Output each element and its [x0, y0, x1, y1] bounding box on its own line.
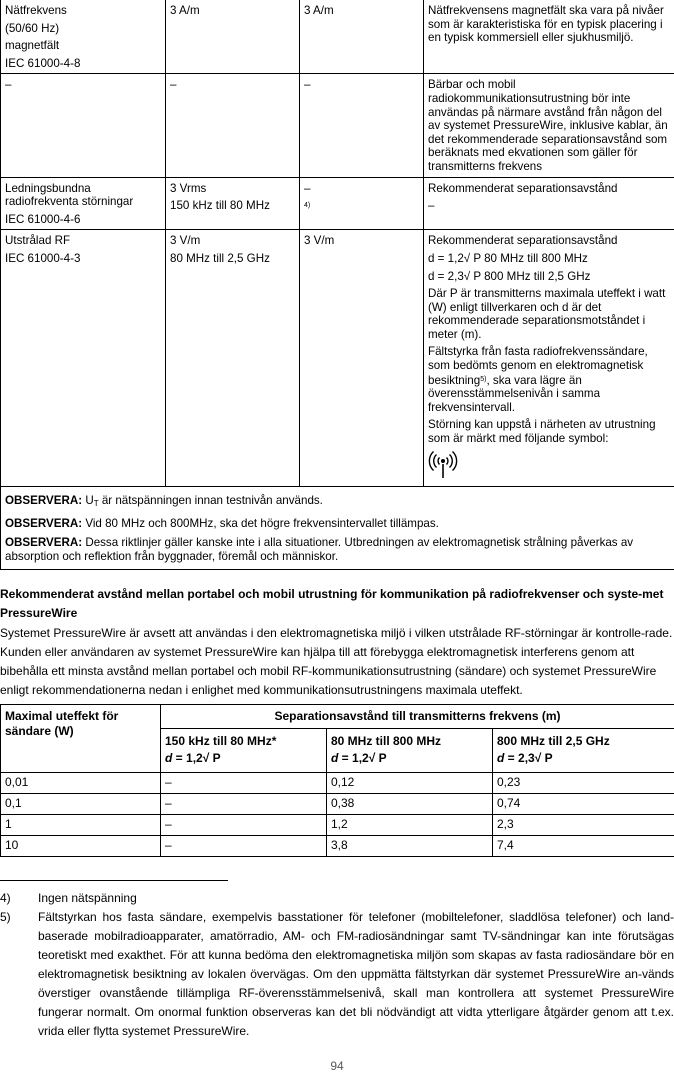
cell-dash: – [1, 74, 166, 177]
cell-compliance: – $^{4)}$ [300, 177, 424, 230]
table-row: 1 – 1,2 2,3 [1, 815, 674, 836]
col-header-range-1: 150 kHz till 80 MHz* d = 1,2√ P [161, 729, 327, 773]
cell-guidance: Bärbar och mobil radiokommunikationsutrustning bör inte användas på närmare avstånd från någon del av systemet PressureWire, inklusive kablar, än det rekommenderade separationsavstånd som beräknats med ekvationen som gäller för transmitterns frekvens [424, 74, 674, 177]
row-conducted-rf [1, 177, 674, 230]
cell-guidance: Rekommenderat separationsavstånd d = 1,2√ P 80 MHz till 800 MHz d = 2,3√ P 800 MHz till 2,5 GHz Där P är transmitterns maximala uteffekt i watt (W) enligt tillverkaren och d är det rekommenderade separationsmotståndet i meter (m). Fältstyrka från fasta radiofrekvenssändare, som bedömts genom en elektromagnetisk besiktning$^{5)}$, ska vara lägre än överensstämmelsenivån i samma frekvensintervall. Störning kan uppstå i närheten av utrustning som är märkt med följande symbol: [424, 230, 674, 487]
row-notes [1, 487, 674, 569]
cell-compliance: 3 V/m [300, 230, 424, 487]
cell-dash: – [166, 74, 300, 177]
cell-phenomenon: Nätfrekvens (50/60 Hz) magnetfält IEC 61000-4-8 [1, 0, 166, 74]
page-number: 94 [330, 1059, 344, 1073]
section-heading: Rekommenderat avstånd mellan portabel och mobil utrustning för kommunikation på radiofrekvenser och syste-met PressureWire [0, 587, 664, 620]
table-row: 10 – 3,8 7,4 [1, 836, 674, 857]
col-header-max-power: Maximal uteffekt för sändare (W) [1, 705, 161, 773]
cell-guidance: Rekommenderat separationsavstånd – [424, 177, 674, 230]
header-row [1, 705, 674, 729]
cell-notes [1, 487, 674, 569]
footnote-ref-4: 4) [304, 202, 311, 210]
non-ionizing-radiation-icon [428, 450, 458, 480]
equation-low: d = 1,2√ P 80 MHz till 800 MHz [428, 251, 588, 265]
note-3: OBSERVERA: Dessa riktlinjer gäller kanske inte i alla situationer. Utbredningen av elektromagnetisk strålning påverkas av absorption och reflektion från byggnader, föremål och människor. [5, 536, 634, 563]
row-radiated-rf [1, 230, 674, 487]
cell-dash: – [300, 74, 424, 177]
group-header: Separationsavstånd till transmitterns frekvens (m) [161, 705, 674, 729]
cell-test-level: 3 Vrms 150 kHz till 80 MHz [166, 177, 300, 230]
cell-phenomenon: Ledningsbundna radiofrekventa störningar IEC 61000-4-6 [1, 177, 166, 230]
row-portable-rf [1, 74, 674, 177]
footnote-ref-5: 5) [480, 375, 487, 383]
note-1: OBSERVERA: $U_T$ är nätspänningen innan testnivån används. [5, 494, 323, 509]
note-2: OBSERVERA: Vid 80 MHz och 800MHz, ska det högre frekvensintervallet tillämpas. [5, 516, 439, 530]
equation-high: d = 2,3√ P 800 MHz till 2,5 GHz [428, 269, 591, 283]
col-header-range-3: 800 MHz till 2,5 GHz d = 2,3√ P [493, 729, 674, 773]
cell-guidance: Nätfrekvensens magnetfält ska vara på nivåer som är karakteristiska för en typisk placering i en typisk kommersiell eller sjukhusmiljö. [424, 0, 674, 74]
cell-test-level: 3 A/m [166, 0, 300, 74]
cell-test-level: 3 V/m 80 MHz till 2,5 GHz [166, 230, 300, 487]
table-row: 0,1 – 0,38 0,74 [1, 794, 674, 815]
separation-distance-table [0, 704, 674, 857]
footnote-separator [0, 880, 228, 881]
col-header-range-2: 80 MHz till 800 MHz d = 1,2√ P [327, 729, 493, 773]
body-paragraph: Systemet PressureWire är avsett att användas i den elektromagnetiska miljö i vilken utstrålade RF-störningar är kontrolle-rade. Kunden eller användaren av systemet PressureWire kan hjälpa till att förebygga elektromagnetisk interferens genom att bibehålla ett minsta avstånd mellan portabel och mobil RF-kommunikationsutrustning (sändare) och systemet PressureWire enligt rekommendationerna nedan i enlighet med kommunikationsutrustningens maximala uteffekt. [0, 626, 673, 697]
cell-phenomenon: Utstrålad RF IEC 61000-4-3 [1, 230, 166, 487]
row-magnetic-field [1, 0, 674, 74]
table-row: 0,01 – 0,12 0,23 [1, 773, 674, 794]
cell-compliance: 3 A/m [300, 0, 424, 74]
